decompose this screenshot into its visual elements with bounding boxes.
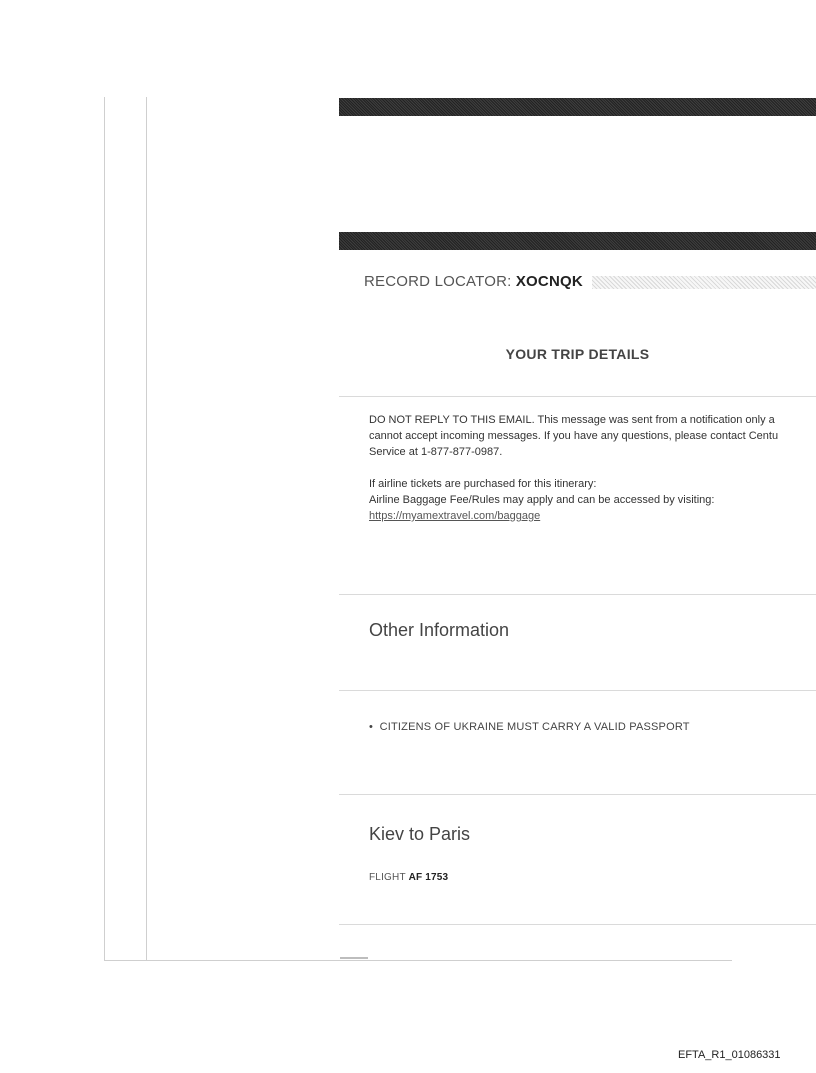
notice-line: DO NOT REPLY TO THIS EMAIL. This message was sent from a notification only a xyxy=(369,414,775,426)
section-divider xyxy=(339,396,816,397)
list-item-text: CITIZENS OF UKRAINE MUST CARRY A VALID PASSPORT xyxy=(379,721,690,733)
section-divider xyxy=(339,794,816,795)
record-locator-label: RECORD LOCATOR: xyxy=(364,273,512,290)
do-not-reply-notice xyxy=(369,412,816,524)
notice-line: cannot accept incoming messages. If you have any questions, please contact Centu xyxy=(369,430,779,442)
header-banner-bottom xyxy=(339,232,816,250)
document-id: EFTA_R1_01086331 xyxy=(678,1049,781,1061)
bottom-divider-mark xyxy=(340,957,368,959)
baggage-link[interactable]: https://myamextravel.com/baggage xyxy=(369,510,541,522)
record-locator-shading xyxy=(592,276,816,289)
list-item xyxy=(369,721,690,733)
segment-route-heading: Kiev to Paris xyxy=(369,824,471,844)
bullet-icon: • xyxy=(369,721,380,733)
record-locator xyxy=(364,273,583,290)
notice-line: If airline tickets are purchased for this itinerary: xyxy=(369,478,597,490)
section-divider xyxy=(339,924,816,925)
bottom-border-line xyxy=(104,960,732,961)
section-divider xyxy=(339,594,816,595)
flight-label: FLIGHT xyxy=(369,872,406,883)
section-divider xyxy=(339,690,816,691)
left-border-line xyxy=(104,97,105,961)
notice-line: Airline Baggage Fee/Rules may apply and can be accessed by visiting: xyxy=(369,494,715,506)
record-locator-value: XOCNQK xyxy=(515,273,583,290)
page-title: YOUR TRIP DETAILS xyxy=(505,346,650,362)
inner-border-line xyxy=(146,97,147,961)
other-information-heading: Other Information xyxy=(369,620,510,640)
notice-line: Service at 1-877-877-0987. xyxy=(369,446,503,458)
flight-info xyxy=(369,872,448,883)
flight-number: AF 1753 xyxy=(408,872,449,883)
header-banner-top xyxy=(339,98,816,116)
